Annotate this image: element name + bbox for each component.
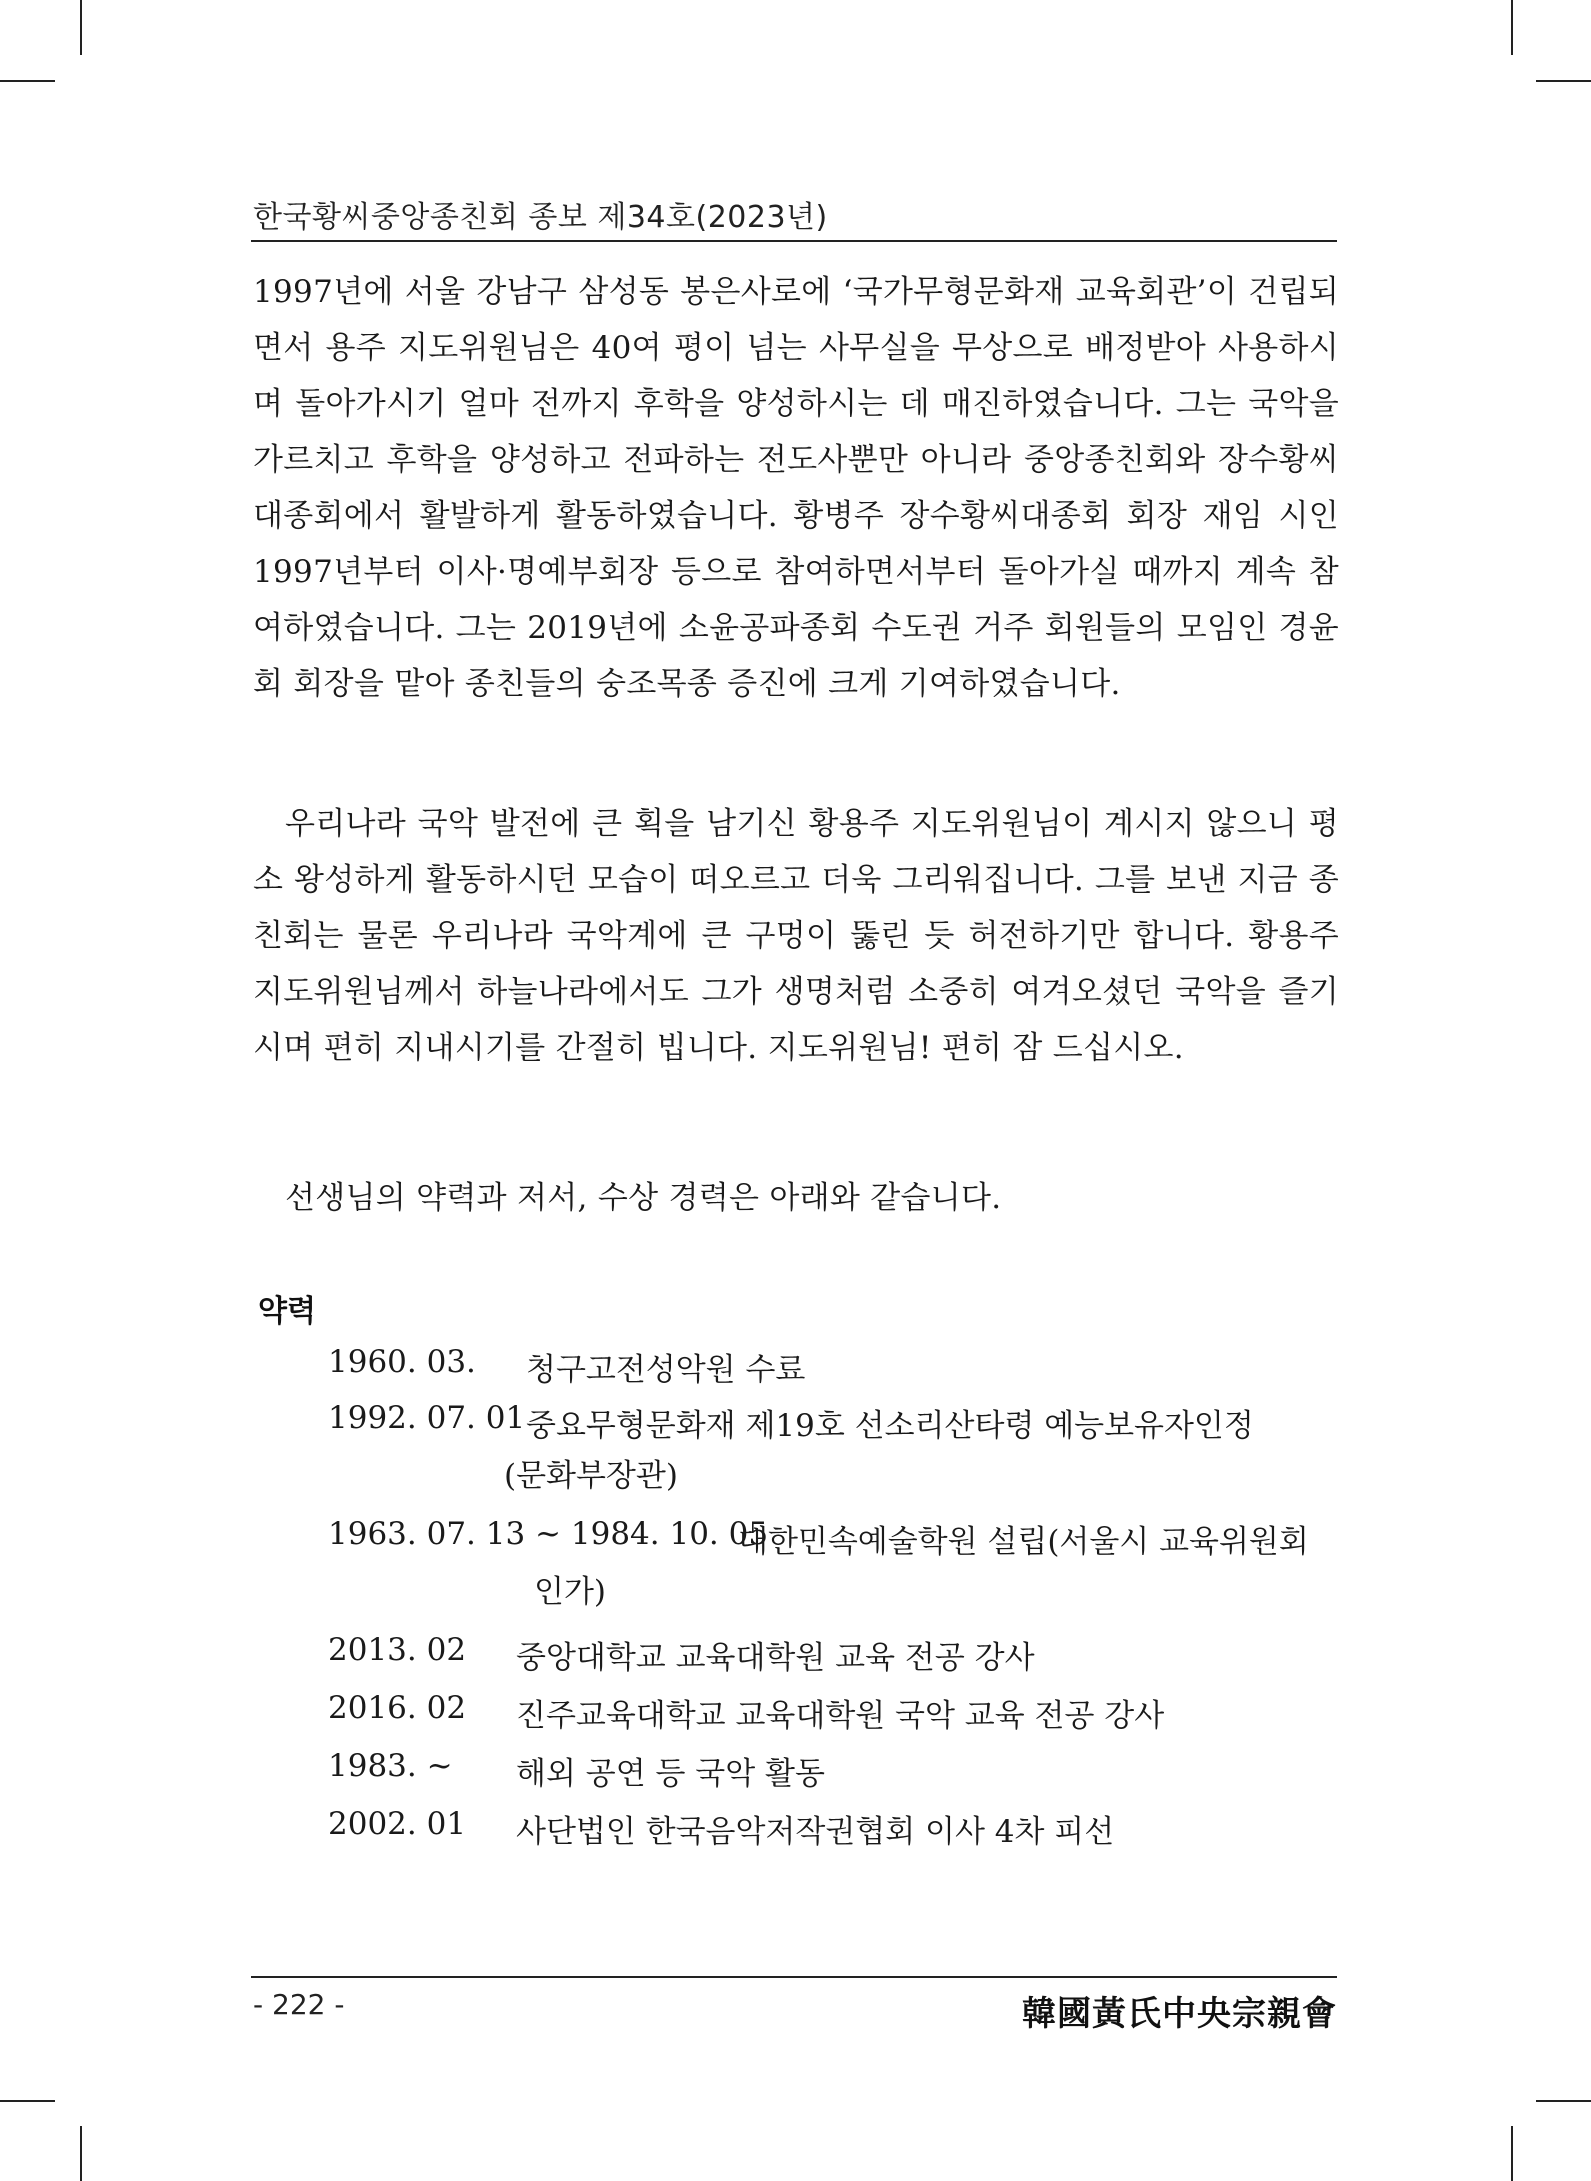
crop-mark — [1536, 80, 1591, 82]
footer-rule — [251, 1976, 1337, 1978]
body-paragraph-3: 선생님의 약력과 저서, 수상 경력은 아래와 같습니다. — [285, 1180, 1002, 1216]
page-number: - 222 - — [253, 1988, 345, 2021]
career-date: 1983. ~ — [328, 1748, 453, 1784]
career-text: 사단법인 한국음악저작권협회 이사 4차 피선 — [516, 1814, 1115, 1850]
crop-mark — [1511, 0, 1513, 55]
crop-mark — [80, 2126, 82, 2181]
career-date: 2002. 01 — [328, 1806, 467, 1842]
career-item — [328, 1806, 1115, 1850]
career-item — [328, 1400, 1254, 1494]
header-rule — [251, 240, 1337, 242]
crop-mark — [0, 2100, 55, 2102]
career-text: 청구고전성악원 수료 — [526, 1352, 806, 1388]
crop-mark — [0, 80, 55, 82]
career-item — [328, 1516, 1309, 1610]
career-text: 해외 공연 등 국악 활동 — [516, 1756, 825, 1792]
career-text-continued: 인가) — [534, 1574, 606, 1610]
career-date: 2016. 02 — [328, 1690, 467, 1726]
running-header: 한국황씨중앙종친회 종보 제34호(2023년) — [253, 200, 828, 235]
career-date: 2013. 02 — [328, 1632, 467, 1668]
crop-mark — [80, 0, 82, 55]
career-item — [328, 1748, 825, 1792]
career-item — [328, 1632, 1035, 1676]
career-date: 1992. 07. 01 — [328, 1400, 526, 1436]
body-paragraph-1: 1997년에 서울 강남구 삼성동 봉은사로에 ‘국가무형문화재 교육회관’이 건립되면서 용주 지도위원님은 40여 평이 넘는 사무실을 무상으로 배정받아 사용하시며 돌아가시기 얼마 전까지 후학을 양성하시는 데 매진하였습니다. 그는 국악을 가르치고 후학을 양성하고 전파하는 전도사뿐만 아니라 중앙종친회와 장수황씨대종회에서 활발하게 활동하였습니다. 황병주 장수황씨대종회 회장 재임 시인 1997년부터 이사·명예부회장 등으로 참여하면서부터 돌아가실 때까지 계속 참여하였습니다. 그는 2019년에 소윤공파종회 수도권 거주 회원들의 모임인 경윤회 회장을 맡아 종친들의 숭조목종 증진에 크게 기여하였습니다. — [253, 274, 1339, 702]
crop-mark — [1536, 2100, 1591, 2102]
career-date: 1960. 03. — [328, 1344, 476, 1380]
career-date: 1963. 07. 13 ~ 1984. 10. 05 — [328, 1516, 769, 1552]
career-text: 중요무형문화재 제19호 선소리산타령 예능보유자인정 — [526, 1408, 1254, 1444]
career-text-continued: (문화부장관) — [504, 1458, 678, 1494]
organization-name: 韓國黃氏中央宗親會 — [1022, 1994, 1337, 2034]
career-section-title: 약력 — [258, 1294, 316, 1329]
career-item — [328, 1344, 806, 1388]
crop-mark — [1511, 2126, 1513, 2181]
career-text: 대한민속예술학원 설립(서울시 교육위원회 — [738, 1524, 1309, 1560]
body-paragraph-2: 우리나라 국악 발전에 큰 획을 남기신 황용주 지도위원님이 계시지 않으니 평소 왕성하게 활동하시던 모습이 떠오르고 더욱 그리워집니다. 그를 보낸 지금 종친회는 물론 우리나라 국악계에 큰 구멍이 뚫린 듯 허전하기만 합니다. 황용주 지도위원님께서 하늘나라에서도 그가 생명처럼 소중히 여겨오셨던 국악을 즐기시며 편히 지내시기를 간절히 빕니다. 지도위원님! 편히 잠 드십시오. — [253, 806, 1339, 1066]
career-text: 중앙대학교 교육대학원 교육 전공 강사 — [516, 1640, 1035, 1676]
career-item — [328, 1690, 1165, 1734]
career-text: 진주교육대학교 교육대학원 국악 교육 전공 강사 — [516, 1698, 1165, 1734]
